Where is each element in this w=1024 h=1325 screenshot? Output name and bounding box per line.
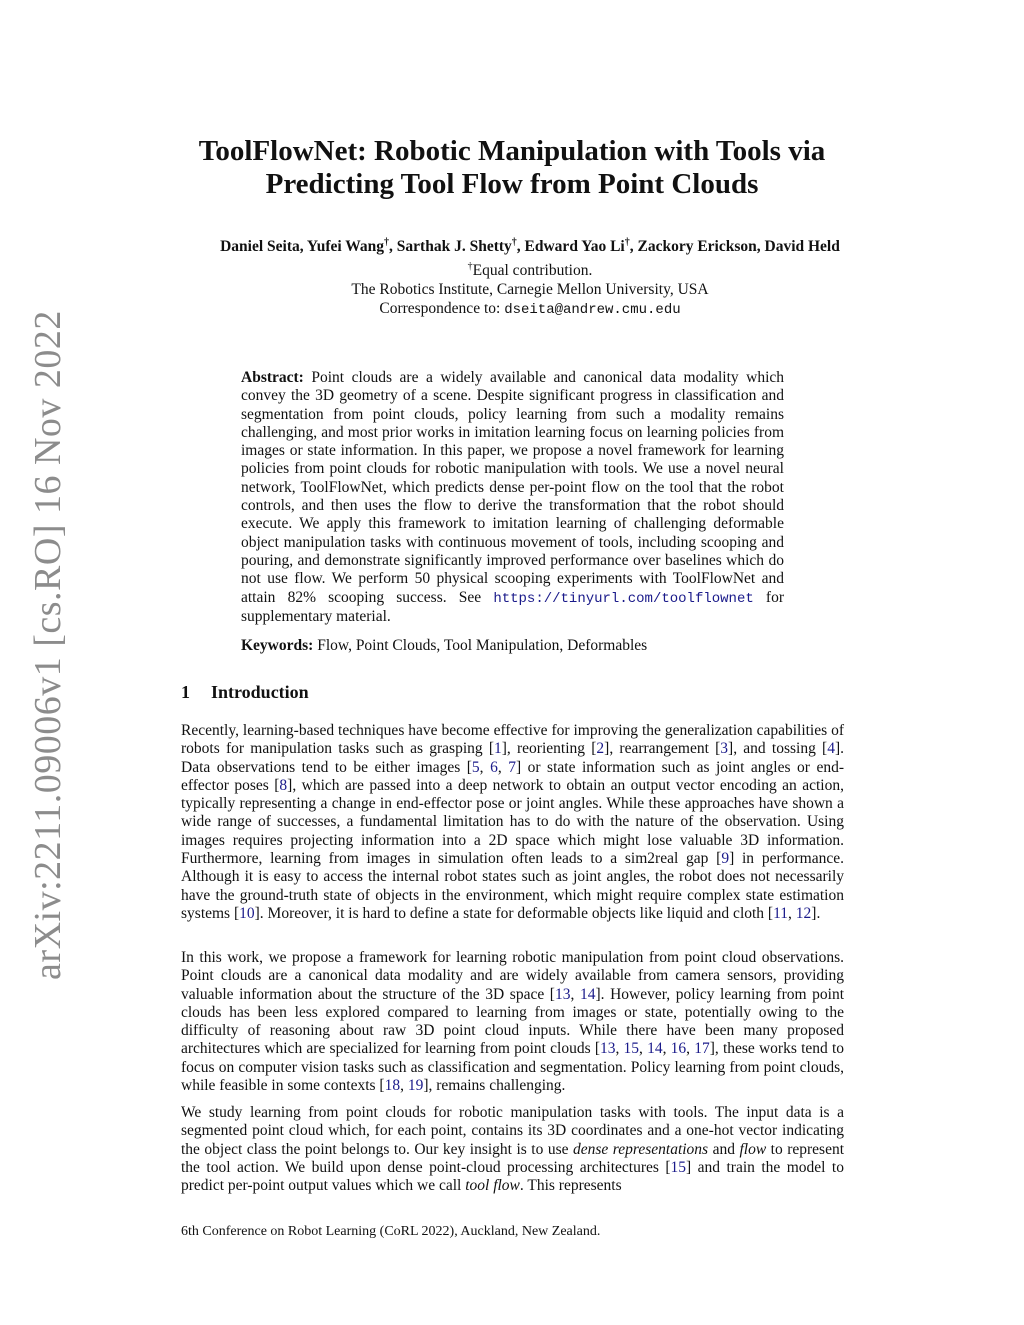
emphasis: dense representations xyxy=(573,1140,709,1158)
correspondence-email[interactable]: dseita@andrew.cmu.edu xyxy=(504,302,681,319)
keywords-text: Flow, Point Clouds, Tool Manipulation, Deformables xyxy=(313,637,648,654)
citation-link[interactable]: 14 xyxy=(579,985,596,1003)
abstract-text-end: for supplementary material. xyxy=(241,588,784,625)
equal-contribution-mark: † xyxy=(384,237,390,248)
emphasis: tool flow xyxy=(465,1177,520,1195)
equal-contribution-mark: † xyxy=(624,237,630,248)
equal-contribution-mark: † xyxy=(511,237,517,248)
section-number: 1 xyxy=(181,682,190,702)
citation-link[interactable]: 16 xyxy=(670,1040,687,1058)
title-line-2: Predicting Tool Flow from Point Clouds xyxy=(265,168,759,200)
paragraph-3: We study learning from point clouds for robotic manipulation tasks with tools. The input data is a segmented point cloud which, for each point, contains its 3D coordinates and a one-hot vector indicating the object class the point belongs to. Our key insight is to use dense representations and flow to represent the tool action. We build upon dense point-cloud processing architectures [15] and train the model to predict per-point output values which we call tool flow. This represents xyxy=(181,1104,845,1195)
affiliation-block xyxy=(150,257,910,320)
citation-link[interactable]: 17 xyxy=(694,1040,710,1058)
citation-link[interactable]: 13 xyxy=(554,985,571,1003)
paragraph-2: In this work, we propose a framework for learning robotic manipulation from point cloud observations. Point clouds are a canonical data modality and are widely available from camera sensors, providing valuable information about the structure of the 3D space [13, 14]. However, policy learning from point clouds has been less explored compared to learning from images or state, potentially owing to the difficulty of reasoning about raw 3D point cloud inputs. While there have been many proposed architectures which are specialized for learning from point clouds [13, 15, 14, 16, 17], these works tend to focus on computer vision tasks such as classification and segmentation. Policy learning from point clouds, while feasible in some contexts [18, 19], remains challenging. xyxy=(181,949,845,1095)
paper-title xyxy=(150,135,874,201)
citation-link[interactable]: 19 xyxy=(407,1077,424,1095)
citation-link[interactable]: 10 xyxy=(239,904,255,922)
equal-contribution-note: †Equal contribution. xyxy=(467,261,593,280)
abstract-text: Point clouds are a widely available and canonical data modality which convey the 3D geometry of a scene. Despite significant progress in classification and segmentation from point clouds, policy learning from such a modality remains challenging, and most prior works in imitation learning focus on learning policies from images or state information. In this paper, we propose a novel framework for learning policies from point clouds for robotic manipulation with tools. We use a novel neural network, ToolFlowNet, which predicts dense per-point flow on the tool that the robot controls, and then uses the flow to derive the transformation that the robot should execute. We apply this framework to imitation learning of challenging deformable object manipulation tasks with continuous movement of tools, including scooping and pouring, and demonstrate significantly improved performance over baselines which do not use flow. We perform 50 physical scooping experiments with ToolFlowNet and attain 82% scooping success. See xyxy=(241,369,784,606)
citation-link[interactable]: 2 xyxy=(596,740,605,758)
author-names-1: Daniel Seita, Yufei Wang xyxy=(220,238,385,256)
equal-contribution-mark: † xyxy=(467,261,473,272)
citation-link[interactable]: 3 xyxy=(720,740,729,758)
keywords-label: Keywords: xyxy=(241,637,314,654)
citation-link[interactable]: 18 xyxy=(384,1077,401,1095)
venue-footnote: 6th Conference on Robot Learning (CoRL 2022), Auckland, New Zealand. xyxy=(181,1224,601,1239)
citation-link[interactable]: 7 xyxy=(508,758,516,776)
paragraph-1: Recently, learning-based techniques have become effective for improving the generalization capabilities of robots for manipulation tasks such as grasping [1], reorienting [2], rearrangement [3], and tossing [4]. Data observations tend to be either images [5, 6, 7] or state information such as joint angles or end-effector poses [8], which are passed into a deep network to obtain an output vector encoding an action, typically representing a change in end-effector pose or joint angles. While these approaches have shown a wide range of successes, a fundamental limitation has to do with the nature of the observation. Using images requires projecting information into a 2D space which might lose valuable 3D information. Furthermore, learning from images in simulation often leads to a sim2real gap [9] in performance. Although it is easy to access the internal robot states such as joint angles, the robot does not necessarily have the ground-truth state of objects in the environment, which might require complex state estimation systems [10]. Moreover, it is hard to define a state for deformable objects like liquid and cloth [11, 12]. xyxy=(181,722,845,922)
section-heading xyxy=(181,682,309,703)
citation-link[interactable]: 5 xyxy=(471,758,480,776)
emphasis: flow xyxy=(739,1140,767,1158)
correspondence: Correspondence to: dseita@andrew.cmu.edu xyxy=(379,300,681,319)
author-list xyxy=(150,237,910,256)
citation-link[interactable]: 12 xyxy=(795,904,812,922)
abstract xyxy=(241,369,784,626)
citation-link[interactable]: 15 xyxy=(670,1158,687,1176)
citation-link[interactable]: 4 xyxy=(827,740,835,758)
author-names-2: , Sarthak J. Shetty xyxy=(389,238,512,256)
supplementary-url-link[interactable]: https://tinyurl.com/toolflownet xyxy=(493,590,754,607)
citation-link[interactable]: 1 xyxy=(494,740,502,758)
citation-link[interactable]: 11 xyxy=(773,904,789,922)
institution: The Robotics Institute, Carnegie Mellon University, USA xyxy=(351,281,709,299)
citation-link[interactable]: 8 xyxy=(279,776,288,794)
citation-link[interactable]: 13 xyxy=(599,1040,616,1058)
abstract-label: Abstract: xyxy=(241,369,304,386)
arxiv-id-text: arXiv:2211.09006v1 [cs.RO] 16 Nov 2022 xyxy=(27,310,69,980)
keywords xyxy=(241,637,801,655)
citation-link[interactable]: 6 xyxy=(490,758,498,776)
citation-link[interactable]: 9 xyxy=(721,850,730,868)
citation-link[interactable]: 14 xyxy=(647,1040,663,1058)
section-title: Introduction xyxy=(211,682,309,702)
author-names-4: , Zackory Erickson, David Held xyxy=(629,238,840,256)
title-line-1: ToolFlowNet: Robotic Manipulation with Tools via xyxy=(198,135,826,167)
author-names-3: , Edward Yao Li xyxy=(516,238,625,256)
citation-link[interactable]: 15 xyxy=(623,1040,640,1058)
